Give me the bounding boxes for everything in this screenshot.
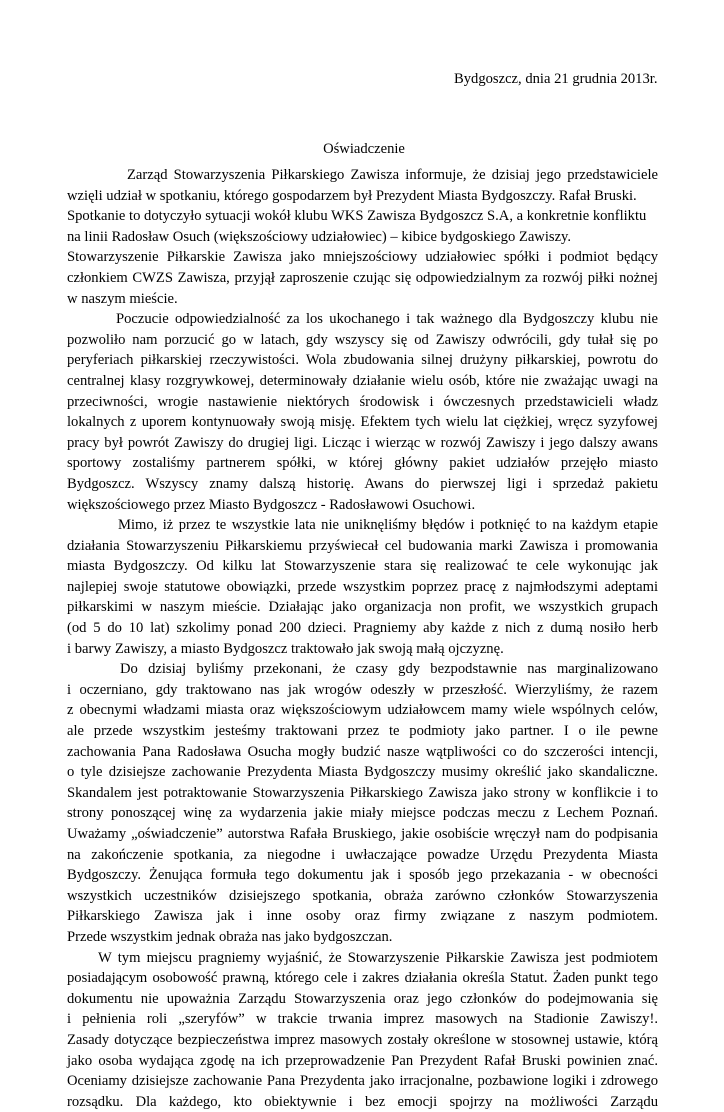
text-line: Skandalem jest potraktowanie Stowarzyszenia Piłkarskiego Zawisza jako strony w konflikcie i to <box>67 784 658 801</box>
text-line: ale przede wszystkim jesteśmy traktowani przez te podmioty jako partner. I o ile pewne <box>67 723 658 740</box>
text-line: wszystkich uczestników dzisiejszego spotkania, obraża zarówno członków Stowarzyszenia <box>67 887 658 904</box>
text-line: Mimo, iż przez te wszystkie lata nie uniknęliśmy błędów i potknięć to na każdym etapie <box>118 517 658 534</box>
text-line: miasta Bydgoszczy. Od kilku lat Stowarzyszenie stara się realizować te cele wykonując jak <box>67 558 658 575</box>
document-date: Bydgoszcz, dnia 21 grudnia 2013r. <box>454 71 658 87</box>
text-line: działania Stowarzyszeniu Piłkarskiemu przyświecał cel budowania marki Zawisza i promowania <box>67 537 658 554</box>
text-line: posiadającym osobowość prawną, którego cele i zakres działania określa Statut. Żaden punkt tego <box>67 970 658 987</box>
text-line: Do dzisiaj byliśmy przekonani, że czasy gdy bezpodstawnie nas marginalizowano <box>120 661 658 678</box>
text-line: o tyle dzisiejsze zachowanie Prezydenta Miasta Bydgoszczy musimy określić jako skandaliczne. <box>67 764 658 781</box>
text-line: (od 5 do 10 lat) szkolimy ponad 200 dzieci. Pragniemy aby każde z nich z dumą nosiło herb <box>67 620 658 637</box>
text-line: Uważamy „oświadczenie” autorstwa Rafała Bruskiego, jakie osobiście wręczył nam do podpisania <box>67 826 658 842</box>
text-line: Stowarzyszenie Piłkarskie Zawisza jako mniejszościowy udziałowiec spółki i podmiot będący <box>67 249 658 266</box>
text-line: przeciwności, wrogie nastawienie niektórych środowisk i ówczesnych przedstawicieli władz <box>67 393 658 410</box>
text-line: Przede wszystkim jednak obraża nas jako bydgoszczan. <box>67 928 393 945</box>
text-line: członkiem CWZS Zawisza, przyjął zaproszenie czując się odpowiedzialnym za rozwój piłki nożnej <box>67 269 658 286</box>
text-line: Spotkanie to dotyczyło sytuacji wokół klubu WKS Zawisza Bydgoszcz S.A, a konkretnie konfliktu <box>67 208 647 225</box>
text-line: centralnej klasy rozgrywkowej, determinowały działanie wielu osób, które nie zważając uwagi na <box>67 372 658 389</box>
text-line: W tym miejscu pragniemy wyjaśnić, że Stowarzyszenie Piłkarskie Zawisza jest podmiotem <box>98 949 658 966</box>
text-line: Zasady dotyczące bezpieczeństwa imprez masowych zostały określone w stosownej ustawie, którą <box>67 1031 658 1048</box>
text-line: większościowego przez Miasto Bydgoszcz - Radosławowi Osuchowi. <box>67 496 476 513</box>
text-line: na linii Radosław Osuch (większościowy udziałowiec) – kibice bydgoskiego Zawiszy. <box>67 228 572 245</box>
text-line: najlepiej swoje statutowe obowiązki, przede wszystkim poprzez pracę z najmłodszymi adeptami <box>67 578 658 595</box>
document-body <box>67 165 658 1112</box>
text-line: Bydgoszcz. Wszyscy znamy dalszą historię. Awans do pierwszej ligi i sprzedaż pakietu <box>67 475 658 492</box>
text-line: dokumentu nie upoważnia Zarządu Stowarzyszenia oraz jego członków do podejmowania się <box>67 990 658 1007</box>
text-line: zachowania Pana Radosława Osucha mogły budzić nasze wątpliwości co do szczerości intencji, <box>67 743 658 760</box>
text-line: w naszym mieście. <box>67 290 178 307</box>
text-line: z obecnymi władzami miasta oraz większościowym udziałowcem mamy wiele wspólnych celów, <box>67 702 658 719</box>
text-line: i oczerniano, gdy traktowano nas jak wrogów odeszły w przeszłość. Wierzyliśmy, że razem <box>67 681 658 698</box>
text-line: Oceniamy dzisiejsze zachowanie Pana Prezydenta jako irracjonalne, pozbawione logiki i zdrowego <box>67 1073 658 1090</box>
text-line: i pełnienia roli „szeryfów” w trakcie trwania imprez masowych na Stadionie Zawiszy!. <box>67 1011 658 1028</box>
text-line: rozsądku. Dla każdego, kto obiektywnie i bez emocji spojrzy na możliwości Zarządu <box>67 1093 658 1110</box>
text-line: i barwy Zawiszy, a miasto Bydgoszcz traktowało jak swoją małą ojczyznę. <box>67 640 504 657</box>
text-line: sportowy zostaliśmy partnerem spółki, w której główny pakiet udziałów przejęło miasto <box>67 455 658 472</box>
text-line: Zarząd Stowarzyszenia Piłkarskiego Zawisza informuje, że dzisiaj jego przedstawiciele <box>127 167 658 183</box>
text-line: Piłkarskiego Zawisza jak i inne osoby oraz firmy związane z naszym podmiotem. <box>67 908 658 925</box>
text-line: jako osoba wydająca zgodę na ich przeprowadzenie Pan Prezydent Rafał Bruski powinien znać. <box>67 1052 658 1069</box>
document-title: Oświadczenie <box>323 141 405 157</box>
text-line: na zakończenie spotkania, za niegodne i uwłaczające powadze Urzędu Prezydenta Miasta <box>67 846 658 863</box>
text-line: Bydgoszczy. Żenująca formuła tego dokumentu jak i sposób jego przekazania - w obecności <box>67 867 658 884</box>
text-line: pozwoliło nam porzucić go w latach, gdy wszyscy się od Zawiszy odwrócili, gdy tułał się po <box>67 331 658 348</box>
text-line: pracy był powrót Zawiszy do drugiej ligi. Licząc i wierząc w rozwój Zawiszy i jego dalszy awans <box>67 434 658 451</box>
text-line: strony ponoszącej winę za wydarzenia jakie miały miejsce podczas meczu z Lechem Poznań. <box>67 805 658 822</box>
text-line: wzięli udział w spotkaniu, którego gospodarzem był Prezydent Miasta Bydgoszczy. Rafał Bruski. <box>67 187 637 204</box>
text-line: Poczucie odpowiedzialność za los ukochanego i tak ważnego dla Bydgoszczy klubu nie <box>116 311 658 328</box>
text-line: piłkarskimi w naszym mieście. Działając jako organizacja non profit, we wszystkich grupach <box>67 599 658 616</box>
text-line: lokalnych z uporem kontynuowały swoją misję. Efektem tych wielu lat ciężkiej, wręcz syzyfowej <box>67 414 658 431</box>
text-line: peryferiach piłkarskiej rzeczywistości. Wola zbudowania silnej drużyny piłkarskiej, powrotu do <box>67 352 658 369</box>
